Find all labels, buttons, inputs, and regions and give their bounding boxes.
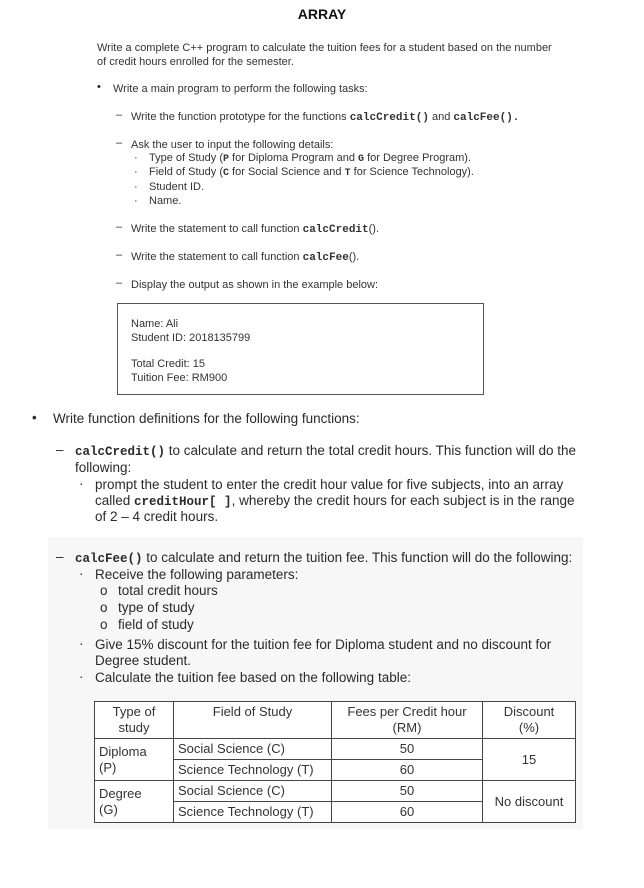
cell-degree-field-science: Science Technology (T) [174,802,332,823]
ask-item-name: Name. [149,195,182,207]
fee-table-header-row [95,702,576,739]
ask-item-2-code-c: C [222,168,229,179]
calcfee-bullet-table: · [79,669,84,684]
ask-bullet-4: · [134,195,138,207]
ask-item-2-pre: Field of Study ( [149,166,223,178]
call1-fn: calcCredit [302,224,369,236]
prototype-fn-calccredit: calcCredit() [349,112,429,124]
ask-bullet-2: · [134,166,138,178]
cell-degree-fee-social: 50 [332,781,483,802]
calccredit-fn: calcCredit() [75,445,166,459]
calcfee-receive: Receive the following parameters: [95,567,299,582]
example-name: Name: Ali [131,318,179,330]
dash-display: – [116,277,123,289]
example-output-box [117,303,484,395]
ask-bullet-1: · [134,152,138,164]
example-total-credit: Total Credit: 15 [131,358,205,370]
table-row [95,739,576,760]
cell-diploma-type [95,739,174,781]
prototype-and: and [428,111,454,123]
header-discount-line2: (%) [518,720,540,735]
cell-degree-type [95,781,174,823]
dash-call-calccredit: – [116,221,123,233]
ask-item-1-code-p: P [222,154,229,165]
task-prototype [131,110,519,125]
cell-degree-field-social: Social Science (C) [174,781,332,802]
task-ask-header: Ask the user to input the following details: [131,139,334,151]
cell-degree-discount: No discount [483,781,576,823]
prototype-fn-calcfee: calcFee(). [453,112,520,124]
table-row [95,781,576,802]
task-display: Display the output as shown in the example below: [131,279,379,291]
param-circle-3: o [100,617,108,632]
dash-calccredit: – [56,442,64,457]
bullet-main-task: • [97,81,101,93]
prototype-prefix: Write the function prototype for the functions [131,111,350,123]
ask-item-student-id: Student ID. [149,181,205,193]
calccredit-desc [75,442,576,461]
diploma-type-line2: (P) [99,759,117,775]
dash-call-calcfee: – [116,249,123,261]
calccredit-sub-line2-post: , whereby the credit hours for each subject is in the range [231,493,575,508]
fee-table [94,701,576,823]
calccredit-sub-line3: of 2 – 4 credit hours. [95,509,219,524]
calcfee-fn: calcFee() [75,552,143,566]
cell-diploma-field-social: Social Science (C) [174,739,332,760]
calccredit-sub-line1: prompt the student to enter the credit hour value for five subjects, into an array [95,477,564,492]
header-fees-line2: (RM) [392,720,422,735]
cell-diploma-fee-science: 60 [332,760,483,781]
ask-item-2-code-t: T [344,168,351,179]
degree-type-line2: (G) [99,801,118,817]
cell-diploma-discount: 15 [483,739,576,781]
calcfee-bullet-discount: · [79,636,84,651]
example-student-id: Student ID: 2018135799 [131,332,251,344]
credithour-array-code: creditHour[ ] [134,495,232,509]
call2-fn: calcFee [302,252,349,264]
calccredit-sub-line2-pre: called [95,493,135,508]
header-field-of-study: Field of Study [174,702,332,739]
ask-item-field-of-study [149,165,474,181]
intro-line-1: Write a complete C++ program to calculate the tuition fees for a student based on the number [97,42,552,54]
header-fees-line1: Fees per Credit hour [347,704,467,719]
page-title: ARRAY [297,6,347,22]
header-type-line1: Type of [112,704,156,719]
degree-type-line1: Degree [99,785,142,801]
param-circle-2: o [100,600,108,615]
ask-item-2-post: for Science Technology). [350,166,474,178]
ask-item-1-pre: Type of Study ( [149,152,223,164]
task-call-calccredit [131,222,379,237]
calcfee-calc-table: Calculate the tuition fee based on the following table: [95,670,411,685]
ask-item-1-mid: for Diploma Program and [229,152,358,164]
ask-bullet-3: · [134,181,138,193]
intro-line-2: of credit hours enrolled for the semester. [97,56,294,68]
main-task-text: Write a main program to perform the following tasks: [113,83,368,95]
calcfee-bullet-receive: · [79,566,84,581]
calcfee-discount-line1: Give 15% discount for the tuition fee for Diploma student and no discount for [95,637,552,652]
ask-item-1-code-g: G [358,154,365,165]
cell-degree-fee-science: 60 [332,802,483,823]
param-total-credit-hours: total credit hours [118,583,218,598]
header-discount-line1: Discount [503,704,555,719]
bullet-definitions: • [32,410,37,425]
header-type-of-study [95,702,174,739]
example-tuition-fee: Tuition Fee: RM900 [131,372,228,384]
param-type-of-study: type of study [118,600,195,615]
definitions-header: Write function definitions for the following functions: [53,411,360,426]
param-field-of-study: field of study [118,617,194,632]
header-type-line2: study [118,720,150,735]
diploma-type-line1: Diploma [99,743,147,759]
calccredit-desc-line1: to calculate and return the total credit hours. This function will do the [165,443,576,458]
cell-diploma-field-science: Science Technology (T) [174,760,332,781]
calcfee-discount-line2: Degree student. [95,653,192,668]
dash-prototype: – [116,109,123,121]
call2-suffix: (). [348,251,360,263]
param-circle-1: o [100,583,108,598]
calcfee-desc-text: to calculate and return the tuition fee. This function will do the following: [142,550,573,565]
header-fees-per-credit [332,702,483,739]
call1-suffix: (). [368,223,380,235]
cell-diploma-fee-social: 50 [332,739,483,760]
task-call-calcfee [131,250,359,265]
dash-ask: – [116,137,123,149]
ask-item-2-mid: for Social Science and [229,166,345,178]
call2-prefix: Write the statement to call function [131,251,303,263]
dash-calcfee: – [56,549,64,564]
ask-item-1-post: for Degree Program). [364,152,471,164]
header-discount [483,702,576,739]
calccredit-sub-bullet: · [79,476,84,491]
calccredit-desc-line2: following: [75,460,132,475]
call1-prefix: Write the statement to call function [131,223,303,235]
